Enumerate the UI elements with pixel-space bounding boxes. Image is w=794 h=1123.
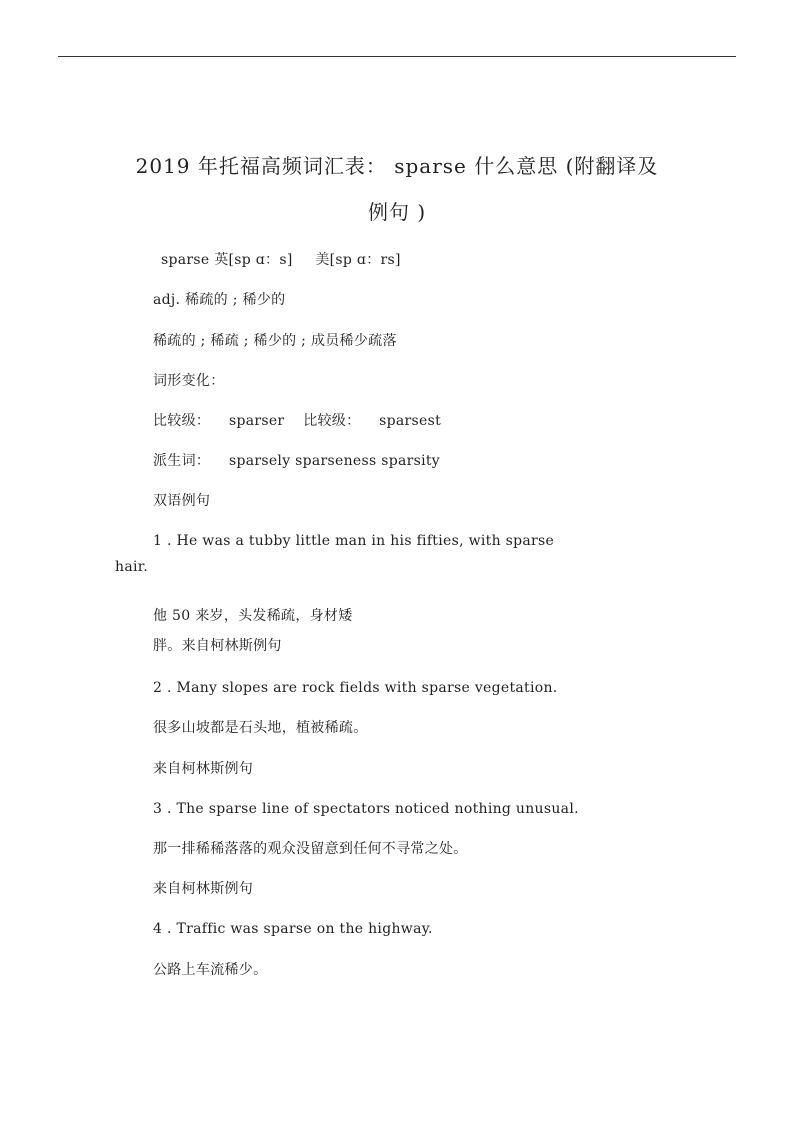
example-3-cn: 那一排稀稀落落的观众没留意到任何不寻常之处。 — [153, 841, 468, 857]
example-3-source: 来自柯林斯例句 — [153, 881, 254, 897]
example-1-cn-line-2: 胖。来自柯林斯例句 — [153, 638, 282, 654]
superlative-label: 比较级： — [303, 413, 361, 429]
example-2-cn: 很多山坡都是石头地，植被稀疏。 — [153, 720, 368, 736]
example-2-en: 2 . Many slopes are rock fields with sparse vegetation. — [153, 680, 558, 696]
word-forms-heading: 词形变化： — [153, 373, 225, 389]
us-pronunciation: 美[sp ɑ：rs] — [315, 252, 401, 268]
derivatives-label: 派生词： — [153, 453, 211, 469]
document-title-line-2: 例句 ) — [368, 200, 427, 224]
header-rule — [58, 56, 736, 57]
example-1-en-line-2: hair. — [115, 559, 148, 575]
document-title-line-1: 2019 年托福高频词汇表： sparse 什么意思 (附翻译及 — [135, 154, 659, 178]
example-4-cn: 公路上车流稀少。 — [153, 962, 268, 978]
headword: sparse — [161, 252, 210, 268]
superlative-value: sparsest — [379, 413, 442, 429]
comparative-label: 比较级： — [153, 413, 211, 429]
bilingual-heading: 双语例句 — [153, 493, 211, 509]
derivatives-line — [153, 452, 440, 470]
definition-adj: adj. 稀疏的 ; 稀少的 — [153, 292, 286, 308]
comparative-line — [153, 412, 441, 430]
example-3-en: 3 . The sparse line of spectators noticed nothing unusual. — [153, 801, 579, 817]
example-4-en: 4 . Traffic was sparse on the highway. — [153, 921, 433, 937]
definition-cn: 稀疏的 ; 稀疏 ; 稀少的 ; 成员稀少疏落 — [153, 333, 397, 349]
comparative-value: sparser — [228, 413, 285, 429]
uk-pronunciation: 英[sp ɑ：s] — [214, 252, 293, 268]
example-2-source: 来自柯林斯例句 — [153, 761, 254, 777]
example-1-cn-line-1: 他 50 来岁，头发稀疏，身材矮 — [153, 608, 353, 624]
derivatives-value: sparsely sparseness sparsity — [228, 453, 441, 469]
pronunciation-line — [161, 251, 401, 269]
example-1-en-line-1: 1 . He was a tubby little man in his fifties, with sparse — [153, 533, 555, 549]
